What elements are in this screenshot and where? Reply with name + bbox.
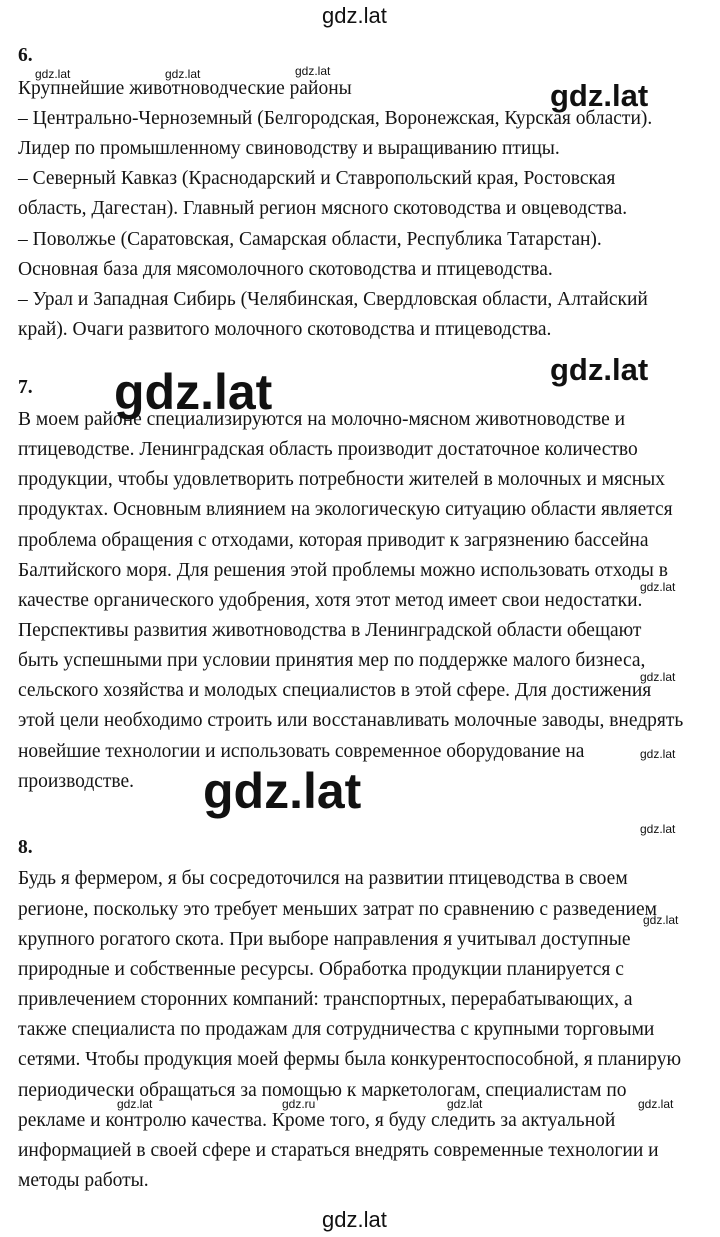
section-8-line: периодически обращаться за помощью к маркетологам, специалистам по (18, 1080, 627, 1101)
watermark-top: gdz.lat (322, 3, 387, 28)
section-7-line: Балтийского моря. Для решения этой проблемы можно использовать отходы в (18, 560, 668, 581)
section-6-line: – Урал и Западная Сибирь (Челябинская, Свердловская области, Алтайский (18, 289, 648, 310)
section-6-number: 6. (18, 45, 33, 66)
section-7-line: качестве органического удобрения, хотя этот метод имеет свои недостатки. (18, 590, 643, 611)
watermark-small-ru: gdz.ru (282, 1097, 316, 1111)
section-6-line: – Северный Кавказ (Краснодарский и Ставропольский края, Ростовская (18, 168, 616, 189)
watermark-small: gdz.lat (643, 913, 679, 927)
watermark-small: gdz.lat (640, 747, 676, 761)
section-6-line: Крупнейшие животноводческие районы (18, 78, 352, 99)
watermark-big: gdz.lat (203, 763, 362, 819)
section-8-line: крупного рогатого скота. При выборе направления я учитывал доступные (18, 929, 631, 950)
section-7-line: этой цели необходимо строить или восстанавливать молочные заводы, внедрять (18, 710, 684, 731)
watermark-small: gdz.lat (638, 1097, 674, 1111)
section-8-line: методы работы. (18, 1170, 149, 1191)
watermark-small: gdz.lat (295, 64, 331, 78)
section-8-line: регионе, поскольку это требует меньших затрат по сравнению с разведением (18, 899, 657, 920)
section-6-line: – Центрально-Черноземный (Белгородская, Воронежская, Курская области). (18, 108, 653, 129)
section-8-line: рекламе и контролю качества. Кроме того, я буду следить за актуальной (18, 1110, 616, 1131)
section-7-line: проблема обращения с отходами, которая приводит к загрязнению бассейна (18, 530, 649, 551)
section-8-line: природные и собственные ресурсы. Обработка продукции планируется с (18, 959, 624, 980)
watermark-mid: gdz.lat (550, 352, 649, 387)
watermark-big: gdz.lat (114, 364, 273, 420)
section-7-line: продуктах. Основным влиянием на экологическую ситуацию области является (18, 499, 673, 520)
watermark-small: gdz.lat (117, 1097, 153, 1111)
section-8-line: Будь я фермером, я бы сосредоточился на развитии птицеводства в своем (18, 868, 628, 889)
watermark-small: gdz.lat (640, 580, 676, 594)
section-7-line: быть успешными при условии принятия мер по поддержке малого бизнеса, (18, 650, 646, 671)
watermark-small: gdz.lat (35, 67, 71, 81)
section-8-line: привлечением сторонних компаний: транспортных, перерабатывающих, а (18, 989, 633, 1010)
section-7-line: продукции, чтобы удовлетворить потребности жителей в молочных и мясных (18, 469, 666, 490)
watermark-bottom: gdz.lat (322, 1207, 387, 1232)
section-6-line: – Поволжье (Саратовская, Самарская области, Республика Татарстан). (18, 229, 602, 250)
section-6-line: Основная база для мясомолочного скотоводства и птицеводства. (18, 259, 553, 280)
section-7-line: птицеводстве. Ленинградская область производит достаточное количество (18, 439, 638, 460)
section-6-line: Лидер по промышленному свиноводству и выращиванию птицы. (18, 138, 560, 159)
section-8-line: сетями. Чтобы продукция моей фермы была конкурентоспособной, я планирую (18, 1049, 682, 1070)
watermark-mid: gdz.lat (550, 78, 649, 113)
section-7-number: 7. (18, 377, 33, 398)
watermark-small: gdz.lat (640, 822, 676, 836)
section-6-line: край). Очаги развитого молочного скотоводства и птицеводства. (18, 319, 552, 340)
section-6-line: область, Дагестан). Главный регион мясного скотоводства и овцеводства. (18, 198, 628, 219)
watermark-small: gdz.lat (447, 1097, 483, 1111)
section-8-line: также специалиста по продажам для сотрудничества с крупными торговыми (18, 1019, 655, 1040)
section-8-number: 8. (18, 837, 33, 858)
watermark-small: gdz.lat (640, 670, 676, 684)
watermark-small: gdz.lat (165, 67, 201, 81)
section-7-line: сельского хозяйства и молодых специалистов в этой сфере. Для достижения (18, 680, 652, 701)
section-7-line: В моем районе специализируются на молочно-мясном животноводстве и (18, 409, 626, 430)
section-8-line: информацией в своей сфере и стараться внедрять современные технологии и (18, 1140, 659, 1161)
section-7-line: производстве. (18, 771, 135, 792)
section-7-line: Перспективы развития животноводства в Ленинградской области обещают (18, 620, 642, 641)
section-7-line: новейшие технологии и использовать современное оборудование на (18, 741, 585, 762)
